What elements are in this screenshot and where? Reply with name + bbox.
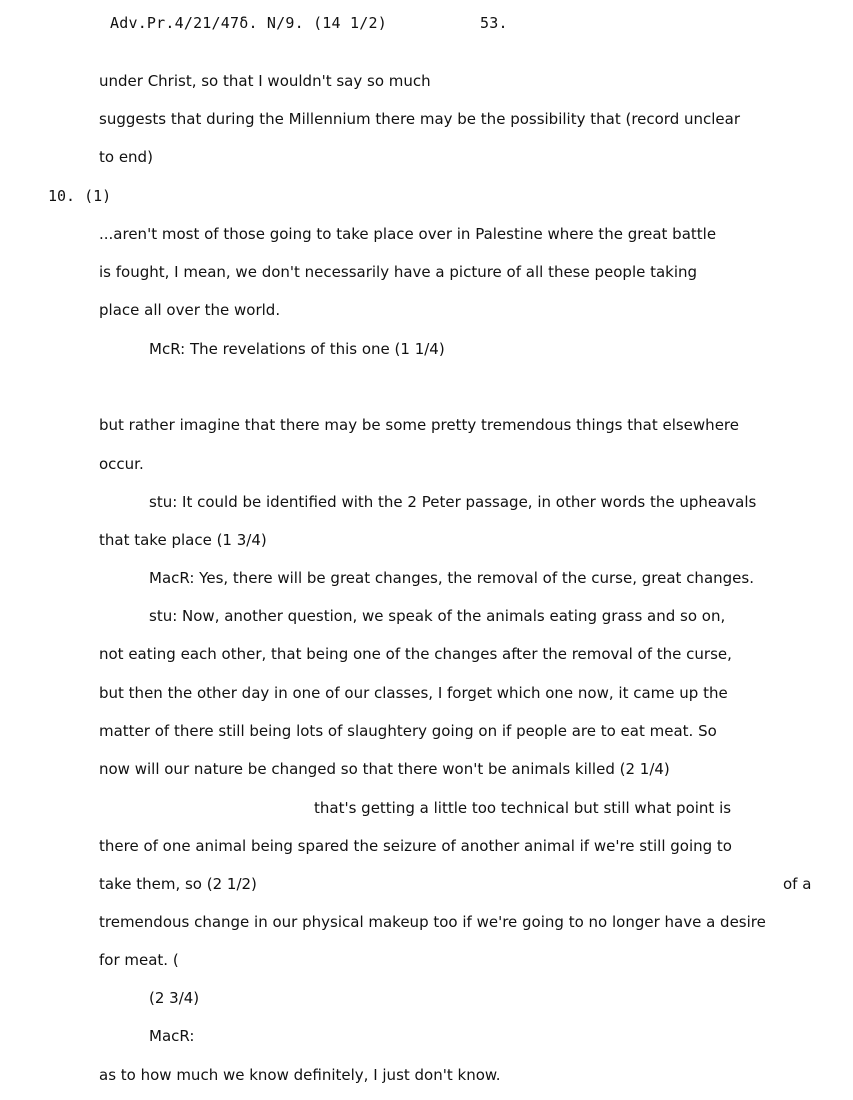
text-line: place all over the world. [99, 301, 281, 319]
text-line: (2 3/4) [149, 989, 200, 1007]
text-line: that's getting a little too technical but still what point is [314, 799, 732, 817]
text-line: of a [783, 875, 812, 893]
text-line: occur. [99, 455, 144, 473]
page-header [110, 14, 508, 32]
header-reference: Adv.Pr.4/21/47δ. Ν/9. (14 1/2) [110, 14, 387, 32]
speaker-line: MacR: [149, 1027, 195, 1045]
text-line: matter of there still being lots of slaughtery going on if people are to eat meat. So [99, 722, 717, 740]
text-line: under Christ, so that I wouldn't say so much [99, 72, 431, 90]
text-line: not eating each other, that being one of the changes after the removal of the curse, [99, 645, 732, 663]
text-line: for meat. ( [99, 951, 179, 969]
speaker-line: stu: It could be identified with the 2 Peter passage, in other words the upheavals [149, 493, 757, 511]
text-line: suggests that during the Millennium there may be the possibility that (record unclear [99, 110, 741, 128]
text-line: ...aren't most of those going to take place over in Palestine where the great battle [99, 225, 717, 243]
text-line: tremendous change in our physical makeup too if we're going to no longer have a desire [99, 913, 766, 931]
speaker-line: McR: The revelations of this one (1 1/4) [149, 340, 445, 358]
text-line: but rather imagine that there may be some pretty tremendous things that elsewhere [99, 416, 739, 434]
text-line: now will our nature be changed so that there won't be animals killed (2 1/4) [99, 760, 670, 778]
text-line: is fought, I mean, we don't necessarily have a picture of all these people taking [99, 263, 698, 281]
page-number: 53. [480, 14, 508, 32]
speaker-line: MacR: Yes, there will be great changes, the removal of the curse, great changes. [149, 569, 754, 587]
text-line: to end) [99, 148, 153, 166]
text-line: take them, so (2 1/2) [99, 875, 257, 893]
section-number: 10. (1) [48, 187, 112, 205]
speaker-line: stu: Now, another question, we speak of the animals eating grass and so on, [149, 607, 726, 625]
text-line: as to how much we know definitely, I just don't know. [99, 1066, 501, 1084]
text-line: but then the other day in one of our classes, I forget which one now, it came up the [99, 684, 728, 702]
text-line: that take place (1 3/4) [99, 531, 267, 549]
text-line: there of one animal being spared the seizure of another animal if we're still going to [99, 837, 732, 855]
